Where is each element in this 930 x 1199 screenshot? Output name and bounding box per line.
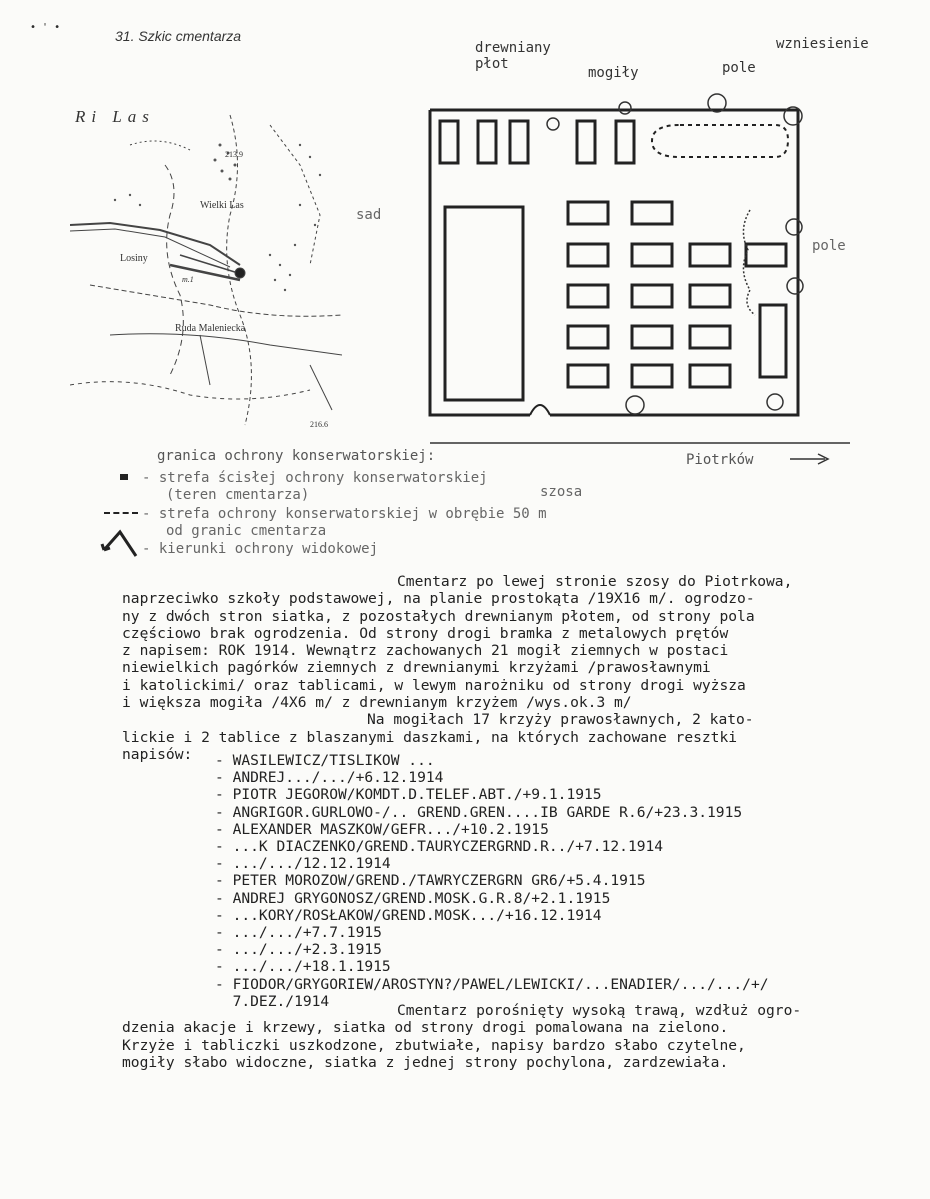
inscription-list [215, 752, 769, 1010]
map-label-ruda: Ruda Maleniecka [175, 323, 246, 334]
list-item: - .../.../+7.7.1915 [215, 924, 382, 942]
list-item: - FIODOR/GRYGORIEW/AROSTYN?/PAWEL/LEWICKI/...ENADIER/.../.../+/ [215, 975, 769, 993]
list-item: - ...K DIACZENKO/GREND.TAURYCZERGRND.R../+7.12.1914 [215, 838, 664, 856]
list-item: - ANDREJ GRYGONOSZ/GREND.MOSK.G.R.8/+2.1.1915 [215, 889, 611, 907]
label-town: Piotrków [686, 452, 754, 468]
intro-line: naprzeciwko szkoły podstawowej, na planie prostokąta /19X16 m/. ogrodzo- [122, 590, 755, 608]
list-item: - ANDREJ.../.../+6.12.1914 [215, 769, 444, 787]
map-label-elevation: m.1 [182, 275, 194, 284]
label-road: szosa [540, 484, 583, 500]
label-orchard: sad [356, 207, 382, 223]
map-label-elevation: 213.9 [225, 150, 243, 159]
intro-line: i większa mogiła /4X6 m/ z drewnianym krzyżem /wys.ok.3 m/ [122, 694, 632, 712]
legend-title: granica ochrony konserwatorskiej: [157, 448, 436, 464]
list-item: - .../.../+2.3.1915 [215, 941, 382, 959]
margin-mark: • ' • [30, 22, 61, 33]
closing-line: Cmentarz porośnięty wysoką trawą, wzdłuż ogro- [397, 1002, 802, 1019]
list-item: - .../.../+18.1.1915 [215, 958, 391, 976]
legend-view-line: - kierunki ochrony widokowej [142, 541, 379, 557]
label-hill: wzniesienie [776, 36, 869, 52]
closing-line: mogiły słabo widoczne, siatka z jednej strony pochylona, zardzewiała. [122, 1053, 729, 1071]
label-graves: mogiły [588, 65, 639, 81]
label-fence-1: drewniany [475, 40, 551, 56]
list-item: - ...KORY/ROSŁAKOW/GREND.MOSK.../+16.12.1914 [215, 906, 602, 924]
intro-line: ny z dwóch stron siatka, z pozostałych drewnianym płotem, od strony pola [122, 607, 755, 625]
legend-strict-marker [120, 474, 128, 480]
list-item: - WASILEWICZ/TISLIKOW ... [215, 752, 435, 769]
list-item: - ALEXANDER MASZKOW/GEFR.../+10.2.1915 [215, 820, 549, 838]
intro-line: częściowo brak ogrodzenia. Od strony drogi bramka z metalowych prętów [122, 624, 729, 642]
legend-strict-line-2: (teren cmentarza) [166, 487, 310, 503]
closing-line: Krzyże i tabliczki uszkodzone, zbutwiałe, napisy bardzo słabo czytelne, [122, 1036, 746, 1054]
list-item: - PIOTR JEGOROW/KOMDT.D.TELEF.ABT./+9.1.1915 [215, 786, 602, 804]
intro-paragraph [122, 573, 842, 763]
page-title: 31. Szkic cmentarza [115, 28, 242, 44]
map-label-wielki-las: Wielki Las [200, 200, 244, 211]
legend-zone-line-1: - strefa ochrony konserwatorskiej w obrębie 50 m [142, 506, 547, 522]
crosses-line: Na mogiłach 17 krzyży prawosławnych, 2 kato- [367, 711, 754, 729]
legend-view-icon [100, 528, 142, 560]
map-label-losiny: Losiny [120, 253, 148, 264]
map-label-elevation: 216.6 [310, 420, 328, 429]
intro-line: niewielkich pagórków ziemnych z drewnianymi krzyżami /prawosławnymi [122, 659, 711, 677]
map-label-forest: Ri Las [75, 107, 155, 126]
label-fence-2: płot [475, 56, 509, 72]
location-map [70, 105, 342, 430]
list-item: - .../.../12.12.1914 [215, 855, 391, 873]
label-field-top: pole [722, 60, 756, 76]
closing-line: dzenia akacje i krzewy, siatka od strony drogi pomalowana na zielono. [122, 1019, 729, 1037]
intro-line: z napisem: ROK 1914. Wewnątrz zachowanych 21 mogił ziemnych w postaci [122, 642, 729, 660]
legend-zone-line-2: od granic cmentarza [166, 523, 327, 539]
legend-strict-line-1: - strefa ścisłej ochrony konserwatorskiej [142, 470, 488, 486]
list-item: - PETER MOROZOW/GREND./TAWRYCZERGRN GR6/+5.4.1915 [215, 872, 646, 890]
list-item: 7.DEZ./1914 [215, 992, 330, 1010]
crosses-line: lickie i 2 tablice z blaszanymi daszkami, na których zachowane resztki [122, 728, 738, 746]
legend-zone-marker [104, 512, 138, 514]
map-drawing [70, 105, 342, 430]
label-field-right: pole [812, 238, 846, 254]
intro-line: i katolickimi/ oraz tablicami, w lewym narożniku od strony drogi wyższa [122, 676, 746, 694]
closing-paragraph [122, 1002, 842, 1071]
crosses-line: napisów: [122, 745, 193, 763]
intro-line: Cmentarz po lewej stronie szosy do Piotrkowa, [397, 573, 793, 590]
list-item: - ANGRIGOR.GURLOWO-/.. GREND.GREN....IB GARDE R.6/+23.3.1915 [215, 803, 743, 821]
cemetery-plan [420, 90, 890, 470]
